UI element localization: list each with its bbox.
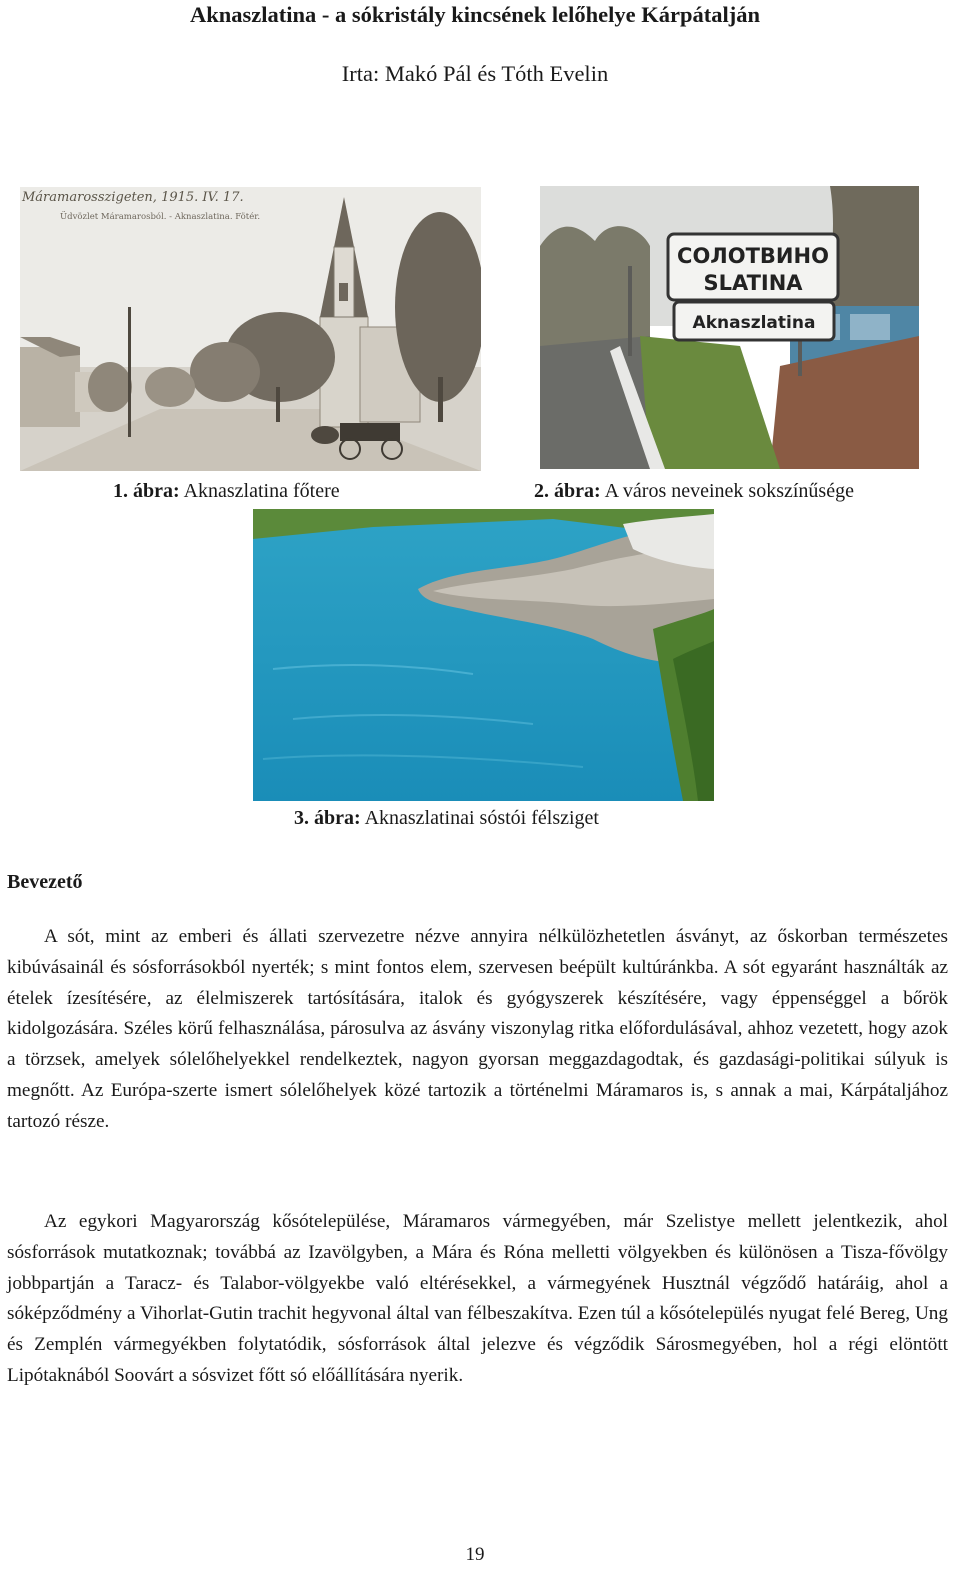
figure-3-caption: 3. ábra: Aknaszlatinai sóstói félsziget <box>294 807 599 829</box>
figure-1-photo <box>20 187 481 471</box>
figure-1-caption: 1. ábra: Aknaszlatina főtere <box>113 480 340 502</box>
document-title: Aknaszlatina - a sókristály kincsének lelőhelye Kárpátalján <box>189 2 761 27</box>
paragraph-1: A sót, mint az emberi és állati szervezetre nézve annyira nélkülözhetetlen ásványt, az őskorban természetes kibúvásainál és sósforrásokból nyerték; s mint fontos elem, szervesen beépült kultúránkba. A sót egyaránt használták az ételek ízesítésére, az élelmiszerek tartósítására, italok és gyógyszerek készítésére, vagy éppenséggel a bőrök kidolgozására. Széles körű felhasználása, párosulva az ásvány viszonylag ritka előfordulásával, ahhoz vezetett, hogy azok a törzsek, amelyek sólelőhelyekkel rendelkeztek, nagyon gyorsan meggazdagodtak, és gazdasági-politikai súlyuk is megnőtt. Az Európa-szerte ismert sólelőhelyek közé tartozik a történelmi Máramaros is, s annak a mai, Kárpátaljához tartozó része. <box>7 926 948 1132</box>
section-heading: Bevezető <box>7 871 83 893</box>
postcard-print: Üdvözlet Máramarosból. - Aknaszlatina. Fötér. <box>60 212 261 222</box>
figure-2-photo <box>540 186 919 469</box>
figure-3-photo <box>253 509 714 801</box>
figure-2-caption: 2. ábra: A város neveinek sokszínűsége <box>534 480 854 502</box>
authors-line: Irta: Makó Pál és Tóth Evelin <box>341 61 609 86</box>
postcard-handwriting: Máramarosszigeten, 1915. IV. 17. <box>22 190 244 205</box>
paragraph-2: Az egykori Magyarország kősótelepülése, Máramaros vármegyében, már Szelistye mellett jelentkezik, ahol sósforrások mutatkoznak; továbbá az Izavölgyben, a Mára és Róna melletti völgyekben és különösen a Tisza-fővölgy jobbpartján a Taracz- és Talabor-völgyekbe való eltérésekkel, a vármegyének Husztnál végződő határáig, ahol a sóképződmény a Vihorlat-Gutin trachit hegyvonal által van félbeszakítva. Ezen túl a kősótelepülés nyugat felé Bereg, Ung és Zemplén vármegyékben folytatódik, sósforrások által jelezve és végződik Sárosmegyében, hol a régi elöntött Lipótaknából Soovárt a sósvizet főtt só előállítására nyerik. <box>7 1211 948 1386</box>
sign-latin: SLATINA <box>703 271 803 295</box>
sign-hungarian: Aknaszlatina <box>692 313 816 333</box>
sign-cyrillic: СОЛОТВИНО <box>677 244 829 268</box>
page-number: 19 <box>465 1544 485 1565</box>
